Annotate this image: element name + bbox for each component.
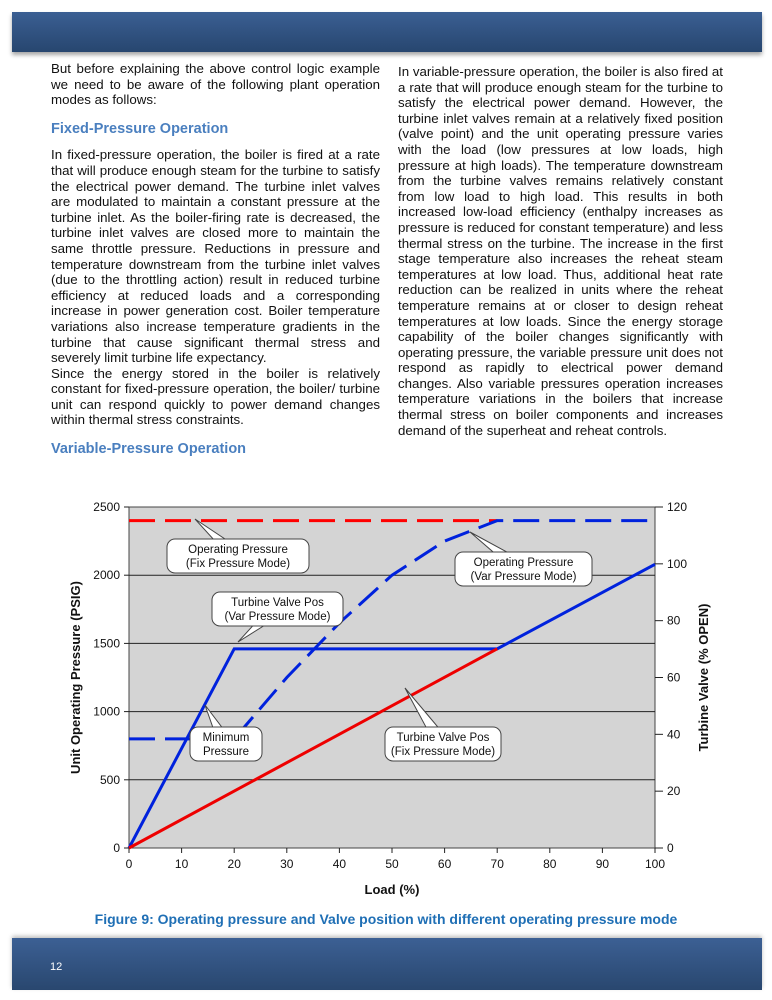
left-column (51, 61, 380, 468)
x-tick-label: 30 (280, 857, 294, 871)
y-tick-label: 2000 (93, 568, 120, 583)
x-tick-label: 70 (490, 857, 504, 871)
y2-tick-label: 60 (667, 670, 681, 685)
pressure-valve-chart (0, 490, 772, 910)
y-tick-label: 1500 (93, 636, 120, 651)
callout-label: (Var Pressure Mode) (224, 611, 331, 623)
y-axis-title: Unit Operating Pressure (PSIG) (68, 581, 83, 774)
y2-tick-label: 80 (667, 613, 681, 628)
x-tick-label: 20 (227, 857, 241, 871)
fixed-pressure-heading: Fixed-Pressure Operation (51, 120, 229, 137)
y2-tick-label: 0 (667, 841, 674, 855)
footer-banner (12, 938, 762, 990)
header-banner (12, 12, 762, 52)
x-tick-label: 40 (332, 857, 347, 871)
figure-caption: Figure 9: Operating pressure and Valve position with different operating pressure mode (94, 911, 678, 927)
callout-label: (Var Pressure Mode) (470, 571, 577, 583)
x-tick-label: 100 (644, 857, 666, 871)
y-tick-label: 500 (99, 772, 120, 787)
fixed-pressure-paragraph: In fixed-pressure operation, the boiler is fired at a rate that will produce enough steam for the turbine to satisfy the electrical power demand. The turbine inlet valves are modulated to maintain a constant pressure at the turbine inlet. As the boiler-firing rate is decreased, the turbine inlet valves are closed more to maintain the same throttle pressure. Reductions in pressure and temperature downstream from the turbine inlet valves (due to the throttling action) result in reduced turbine efficiency at reduced loads and a corresponding increase in power generation cost. Boiler temperature variations also increase temperature gradients in the turbine that cause significant thermal stress and severely limit turbine life expectancy. (51, 147, 380, 366)
callout-label: Operating Pressure (473, 557, 574, 569)
x-tick-label: 0 (125, 857, 133, 871)
y2-tick-label: 20 (667, 784, 681, 799)
x-tick-label: 50 (385, 857, 399, 871)
callout-label: Minimum (202, 732, 250, 744)
x-tick-label: 80 (543, 857, 557, 871)
callout-label: Turbine Valve Pos (396, 732, 490, 744)
right-column (398, 64, 723, 438)
page-number: 12 (50, 961, 63, 973)
y2-axis-title: Turbine Valve (% OPEN) (696, 603, 711, 752)
y-tick-label: 1000 (93, 704, 120, 719)
variable-pressure-heading: Variable-Pressure Operation (51, 441, 247, 458)
callout-label: Pressure (202, 746, 250, 758)
x-tick-label: 60 (437, 857, 452, 871)
x-tick-label: 90 (595, 857, 610, 871)
intro-paragraph: But before explaining the above control logic example we need to be aware of the following plant operation modes as follows: (51, 61, 380, 108)
y2-tick-label: 100 (667, 556, 688, 571)
callout-label: Operating Pressure (188, 544, 288, 556)
callout-label: (Fix Pressure Mode) (390, 746, 496, 758)
fixed-pressure-paragraph-2: Since the energy stored in the boiler is relatively constant for fixed-pressure operation, the boiler/ turbine unit can respond quickly to power demand changes within thermal stress constraints. (51, 365, 380, 428)
y-tick-label: 0 (113, 841, 120, 855)
callout-label: (Fix Pressure Mode) (185, 558, 291, 570)
y2-tick-label: 120 (667, 500, 688, 514)
variable-pressure-paragraph: In variable-pressure operation, the boiler is also fired at a rate that will produce enough steam for the turbine to satisfy the electrical power demand. However, the turbine inlet valves remain at a relatively fixed position (valve point) and the unit operating pressure varies with the load (low pressures at low loads, high pressure at high loads). The temperature downstream from the turbine valves remains relatively constant from low load to high load. This results in both increased low-load efficiency (enthalpy increases as pressure is reduced for constant temperature) and less thermal stress on the turbine. The increase in the first stage temperature also increases the reheat steam temperatures at low load. Thus, additional heat rate reduction can be realized in units where the reheat temperature remains at or closer to design reheat temperatures at low loads. Since the energy storage capability of the boiler changes significantly with operating pressure, the variable pressure unit does not respond as rapidly to electrical power demand changes. Also variable pressures operation increases temperature variations in the boilers that increase thermal stress on boiler components and increases demand of the superheat and reheat controls. (398, 64, 723, 438)
y2-tick-label: 40 (667, 727, 681, 742)
x-tick-label: 10 (174, 857, 189, 871)
y-tick-label: 2500 (93, 500, 120, 514)
x-axis-title: Load (%) (364, 882, 420, 897)
callout-label: Turbine Valve Pos (231, 597, 324, 609)
